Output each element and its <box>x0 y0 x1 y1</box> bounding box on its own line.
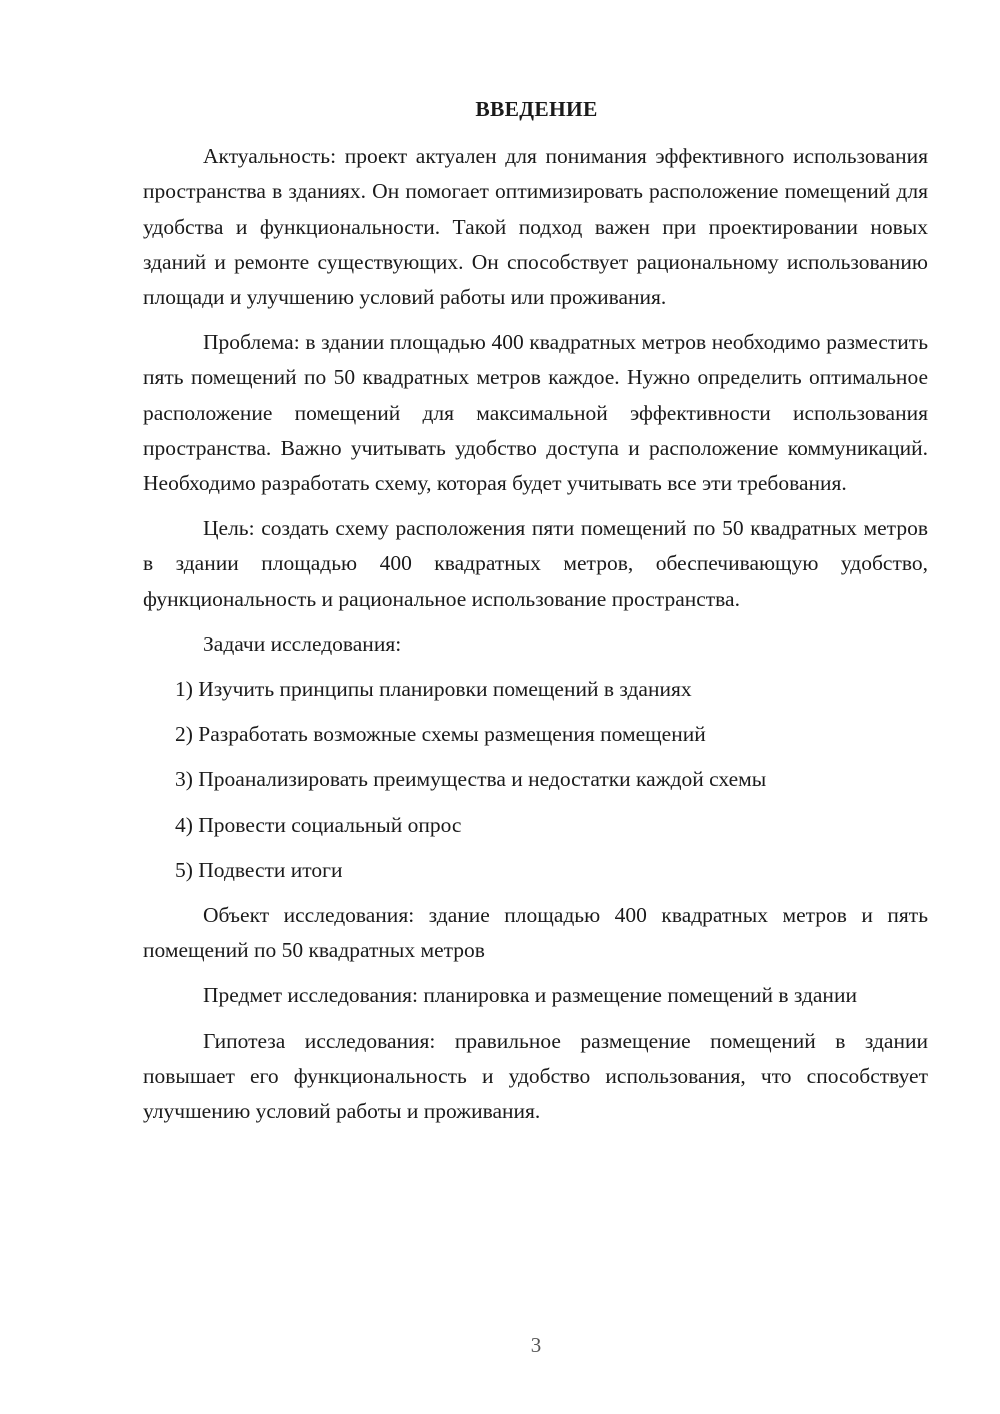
page-number: 3 <box>530 1333 542 1357</box>
goal-paragraph: Цель: создать схему расположения пяти помещений по 50 квадратных метров в здании площадью 400 квадратных метров, обеспечивающую удобство, функциональность и рациональное использование пространства. <box>143 516 928 611</box>
task-item: 3) Проанализировать преимущества и недостатки каждой схемы <box>175 767 767 792</box>
object-paragraph: Объект исследования: здание площадью 400 квадратных метров и пять помещений по 50 квадратных метров <box>143 903 928 963</box>
hypothesis-paragraph: Гипотеза исследования: правильное размещение помещений в здании повышает его функциональность и удобство использования, что способствует улучшению условий работы и проживания. <box>143 1028 928 1124</box>
task-item: 2) Разработать возможные схемы размещения помещений <box>175 722 706 747</box>
problem-paragraph: Проблема: в здании площадью 400 квадратных метров необходимо разместить пять помещений по 50 квадратных метров каждое. Нужно определить оптимальное расположение помещений для максимальной эффективности использования пространства. Важно учитывать удобство доступа и расположение коммуникаций. Необходимо разработать схему, которая будет учитывать все эти требования. <box>143 330 928 496</box>
subject-paragraph: Предмет исследования: планировка и размещение помещений в здании <box>203 983 857 1008</box>
relevance-paragraph: Актуальность: проект актуален для понимания эффективного использования пространства в зданиях. Он помогает оптимизировать расположение помещений для удобства и функциональности. Такой подход важен при проектировании новых зданий и ремонте существующих. Он способствует рациональному использованию площади и улучшению условий работы или проживания. <box>143 144 928 310</box>
page-title: ВВЕДЕНИЕ <box>475 97 598 121</box>
task-item: 1) Изучить принципы планировки помещений в зданиях <box>175 677 692 702</box>
tasks-heading: Задачи исследования: <box>203 631 402 656</box>
tasks-list <box>143 672 928 888</box>
task-item: 4) Провести социальный опрос <box>175 812 462 837</box>
task-item: 5) Подвести итоги <box>175 857 343 882</box>
page-content <box>143 92 928 1139</box>
